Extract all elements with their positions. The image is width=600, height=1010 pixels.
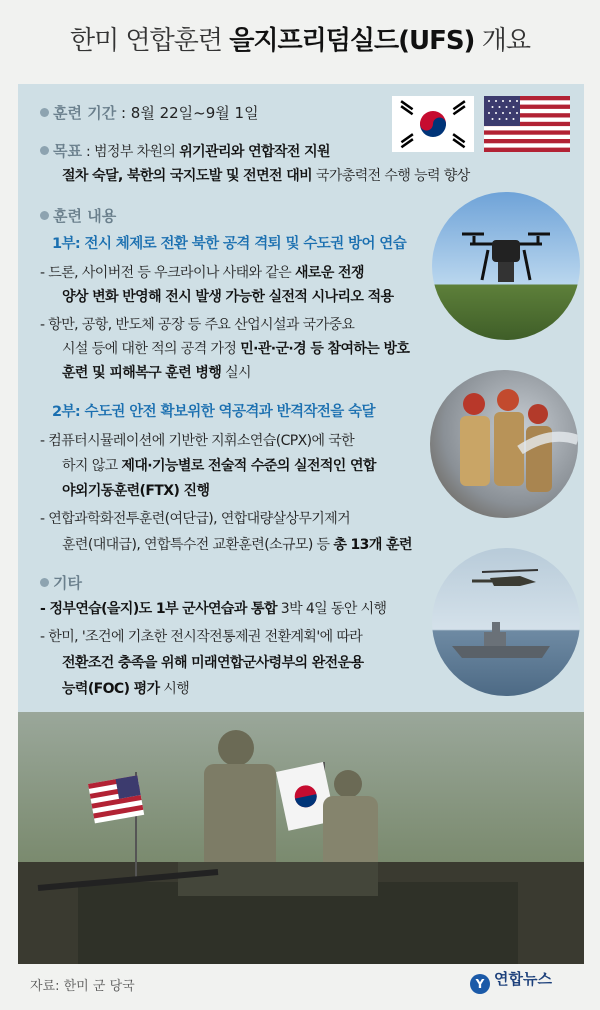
etc-label: 기타 [40,572,82,593]
part1-item2-line2: 시설 등에 대한 적의 공격 가정 민·관·군·경 등 참여하는 방호 [62,341,410,357]
part2-item1-line2: 하지 않고 제대·기능별로 전술적 수준의 실전적인 연합 [62,458,376,474]
part2-item1-line1: - 컴퓨터시뮬레이션에 기반한 지휘소연습(CPX)에 국한 [40,433,355,449]
part1-item2-line1: - 항만, 공항, 반도체 공장 등 주요 산업시설과 국가중요 [40,317,355,333]
page-title [0,0,600,82]
etc-item1: - 정부연습(을지)도 1부 군사연습과 통합 3박 4일 동안 시행 [40,601,387,617]
etc-item2-line2: 전환조건 충족을 위해 미래연합군사령부의 완전운용 [62,655,364,671]
etc-item2-line3: 능력(FOC) 평가 시행 [62,681,190,697]
part1-item1-line1: - 드론, 사이버전 등 우크라이나 사태와 같은 새로운 전쟁 [40,265,364,281]
goal-label: 목표 [40,140,82,161]
part1-item1-line2: 양상 변화 반영해 전시 발생 가능한 실전적 시나리오 적용 [62,289,394,305]
period-value: : 8월 22일~9월 1일 [116,104,259,122]
title-suffix: 개요 [474,26,530,56]
firefighter-icon [430,370,578,518]
soldiers-scene-icon [18,712,584,964]
drone-photo [432,192,580,340]
goal-line2: 절차 숙달, 북한의 국지도발 및 전면전 대비 국가총력전 수행 능력 향상 [62,168,470,184]
part1-item2-line3: 훈련 및 피해복구 훈련 병행 실시 [62,365,251,381]
us-flag-icon [484,96,570,152]
goal-line1: : 범정부 차원의 위기관리와 연합작전 지원 [86,144,330,160]
helicopter-icon [432,548,580,696]
soldiers-photo [18,712,584,964]
period-label: 훈련 기간 : 8월 22일~9월 1일 [40,102,259,123]
part2-item1-line3: 야외기동훈련(FTX) 진행 [62,483,210,499]
title-normal: 한미 연합훈련 [70,26,230,56]
korea-flag-icon [392,96,474,152]
title-bold: 을지프리덤실드(UFS) [229,26,475,56]
helicopter-ship-photo [432,548,580,696]
drone-icon [432,192,580,340]
source-text: 자료: 한미 군 당국 [30,979,135,994]
yonhap-logo-icon: Y [470,974,490,994]
firefighters-photo [430,370,578,518]
etc-item2-line1: - 한미, '조건에 기초한 전시작전통제권 전환계획'에 따라 [40,629,363,645]
part2-item2-line1: - 연합과학화전투훈련(여단급), 연합대량살상무기제거 [40,511,351,527]
part1-heading: 1부: 전시 체제로 전환 북한 공격 격퇴 및 수도권 방어 연습 [52,236,407,252]
part2-item2-line2: 훈련(대대급), 연합특수전 교환훈련(소규모) 등 총 13개 훈련 [62,537,412,553]
part2-heading: 2부: 수도권 안전 확보위한 역공격과 반격작전을 숙달 [52,404,375,420]
yonhap-logo: Y 연합뉴스 [470,968,552,994]
content-label: 훈련 내용 [40,205,116,226]
